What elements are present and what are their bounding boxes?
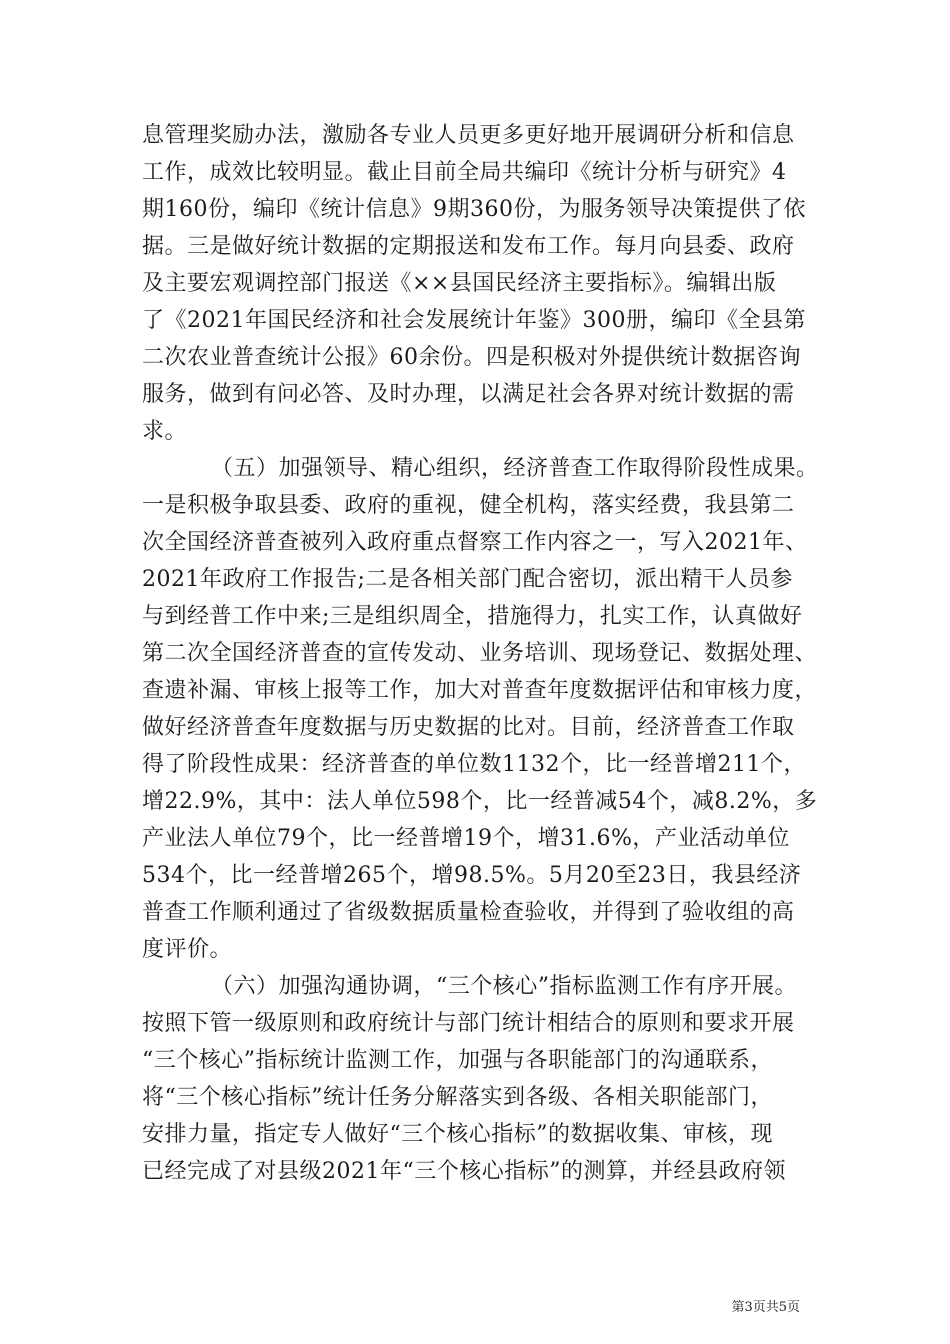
page-number: 第3页共5页 bbox=[731, 1300, 800, 1315]
text-line: 服务，做到有问必答、及时办理，以满足社会各界对统计数据的需 bbox=[142, 382, 795, 407]
text-line: 了《2021年国民经济和社会发展统计年鉴》300册，编印《全县第 bbox=[142, 308, 806, 333]
text-line: 得了阶段性成果：经济普查的单位数1132个，比一经普增211个， bbox=[142, 752, 806, 777]
text-line: 第二次全国经济普查的宣传发动、业务培训、现场登记、数据处理、 bbox=[142, 641, 818, 666]
text-line: 2021年政府工作报告;二是各相关部门配合密切，派出精干人员参 bbox=[142, 567, 793, 592]
text-line: 将“三个核心指标”统计任务分解落实到各级、各相关职能部门， bbox=[142, 1085, 773, 1110]
text-line: 工作，成效比较明显。截止目前全局共编印《统计分析与研究》4 bbox=[142, 160, 787, 185]
text-line: 产业法人单位79个，比一经普增19个，增31.6%，产业活动单位 bbox=[142, 826, 790, 851]
text-line: 增22.9%，其中：法人单位598个，比一经普减54个，减8.2%，多 bbox=[142, 789, 818, 814]
text-line: 做好经济普查年度数据与历史数据的比对。目前，经济普查工作取 bbox=[142, 715, 795, 740]
text-line: 次全国经济普查被列入政府重点督察工作内容之一，写入2021年、 bbox=[142, 530, 808, 555]
text-line: 息管理奖励办法，激励各专业人员更多更好地开展调研分析和信息 bbox=[142, 123, 795, 148]
text-line: 普查工作顺利通过了省级数据质量检查验收，并得到了验收组的高 bbox=[142, 900, 795, 925]
text-line: “三个核心”指标统计监测工作，加强与各职能部门的沟通联系， bbox=[142, 1048, 773, 1073]
text-line: 期160份，编印《统计信息》9期360份，为服务领导决策提供了依 bbox=[142, 197, 806, 222]
text-line: 一是积极争取县委、政府的重视，健全机构，落实经费，我县第二 bbox=[142, 493, 795, 518]
text-line: 二次农业普查统计公报》60余份。四是积极对外提供统计数据咨询 bbox=[142, 345, 801, 370]
text-line: 安排力量，指定专人做好“三个核心指标”的数据收集、审核，现 bbox=[142, 1122, 773, 1147]
section-heading-6: （六）加强沟通协调，“三个核心”指标监测工作有序开展。 bbox=[211, 974, 797, 999]
text-line: 与到经普工作中来;三是组织周全，措施得力，扎实工作，认真做好 bbox=[142, 604, 803, 629]
text-line: 求。 bbox=[142, 419, 188, 444]
text-line: 据。三是做好统计数据的定期报送和发布工作。每月向县委、政府 bbox=[142, 234, 795, 259]
text-line: 已经完成了对县级2021年“三个核心指标”的测算，并经县政府领 bbox=[142, 1159, 786, 1184]
text-line: 按照下管一级原则和政府统计与部门统计相结合的原则和要求开展 bbox=[142, 1011, 795, 1036]
text-line: 534个，比一经普增265个，增98.5%。5月20至23日，我县经济 bbox=[142, 863, 802, 888]
text-line: 查遗补漏、审核上报等工作，加大对普查年度数据评估和审核力度， bbox=[142, 678, 818, 703]
text-line: 度评价。 bbox=[142, 937, 233, 962]
section-heading-5: （五）加强领导、精心组织，经济普查工作取得阶段性成果。 bbox=[211, 456, 819, 481]
text-line: 及主要宏观调控部门报送《××县国民经济主要指标》。编辑出版 bbox=[142, 271, 777, 296]
